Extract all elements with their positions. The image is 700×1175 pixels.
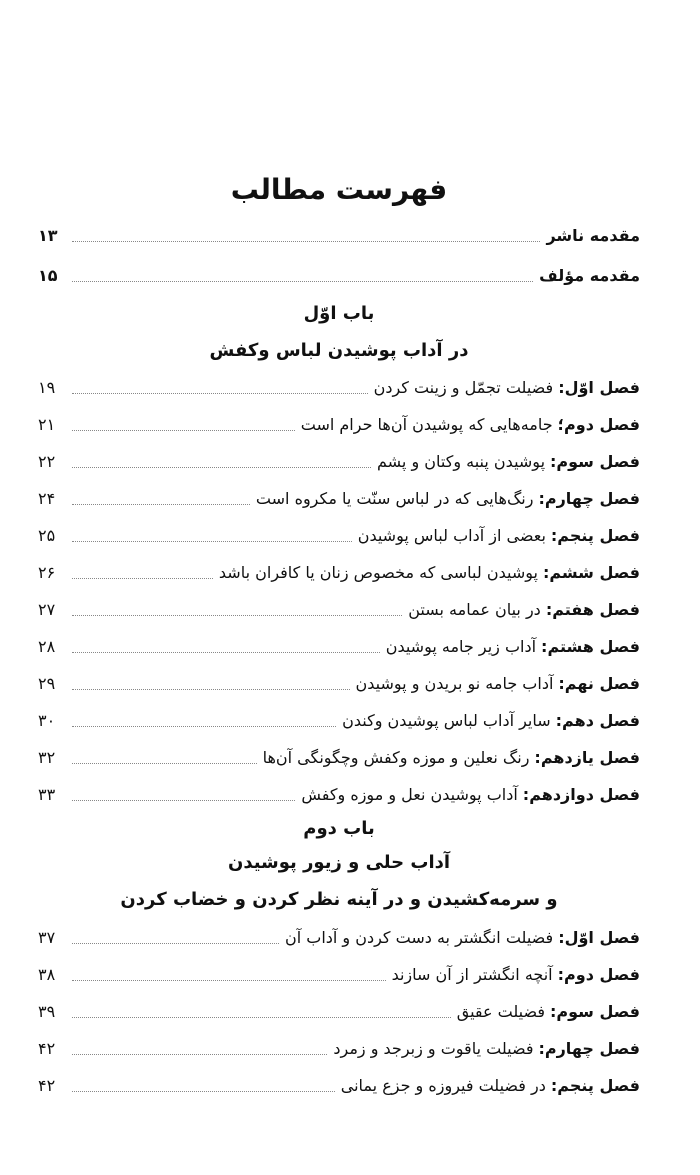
page-number: ۲۹ (38, 674, 56, 693)
chapter-label: فصل سوم: (550, 452, 640, 471)
chapter-title: در بیان عمامه بستن (408, 600, 541, 619)
chapter-label: فصل دهم: (555, 711, 640, 730)
page-number: ۲۱ (38, 415, 56, 434)
dot-leader (72, 430, 295, 431)
toc-entry[interactable] (38, 1067, 640, 1104)
chapter-title: رنگ نعلین و موزه وکفش وچگونگی آن‌ها (262, 748, 530, 767)
entry-title: مقدمه ناشر (546, 225, 640, 245)
chapter-label: فصل اوّل: (558, 378, 640, 397)
toc-entry[interactable] (38, 665, 640, 702)
chapter-label: فصل یازدهم: (534, 748, 640, 767)
page-number: ۲۵ (38, 526, 56, 545)
chapter-label: فصل ششم: (542, 563, 640, 582)
chapter-title: فضیلت عقیق (456, 1002, 546, 1021)
chapter-label: فصل پنجم: (550, 1076, 640, 1095)
chapter-title: بعضی از آداب لباس پوشیدن (357, 526, 546, 545)
part-subheading: و سرمه‌کشیدن و در آینه نظر کردن و خضاب کردن (120, 889, 558, 910)
toc-entry[interactable] (38, 591, 640, 628)
chapter-title: در فضیلت فیروزه و جزع یمانی (340, 1076, 546, 1095)
toc-entry[interactable] (38, 369, 640, 406)
toc-entry[interactable] (38, 255, 640, 295)
entry-title: مقدمه مؤلف (539, 265, 640, 285)
dot-leader (72, 241, 540, 242)
dot-leader (72, 578, 213, 579)
dot-leader (72, 281, 533, 282)
toc-entry[interactable] (38, 628, 640, 665)
chapter-title: فضیلت انگشتر به دست کردن و آداب آن (284, 928, 554, 947)
dot-leader (72, 763, 257, 764)
dot-leader (72, 652, 380, 653)
page-title: فهرست مطالب (230, 173, 448, 206)
chapter-label: فصل نهم: (558, 674, 640, 693)
chapter-title: پوشیدن لباسی که مخصوص زنان یا کافران باشد (218, 563, 538, 582)
chapter-title: آنچه انگشتر از آن سازند (391, 965, 553, 984)
dot-leader (72, 467, 371, 468)
page-number: ۲۶ (38, 563, 56, 582)
part-heading: باب اوّل (303, 303, 375, 324)
toc-entry[interactable] (38, 554, 640, 591)
dot-leader (72, 504, 250, 505)
toc-entry[interactable] (38, 702, 640, 739)
toc-entry[interactable] (38, 1030, 640, 1067)
toc-entry[interactable] (38, 517, 640, 554)
chapter-title: سایر آداب لباس پوشیدن وکندن (342, 711, 551, 730)
chapter-label: فصل هشتم: (541, 637, 640, 656)
chapter-title: پوشیدن پنبه وکتان و پشم (376, 452, 546, 471)
chapter-title: رنگ‌هایی که در لباس سنّت یا مکروه است (255, 489, 534, 508)
dot-leader (72, 1054, 327, 1055)
chapter-title: فضیلت یاقوت و زبرجد و زمرد (333, 1039, 534, 1058)
chapter-label: فصل پنجم: (550, 526, 640, 545)
toc-entry[interactable] (38, 215, 640, 255)
page-number: ۲۲ (38, 452, 56, 471)
chapter-label: فصل چهارم: (538, 1039, 640, 1058)
chapter-label: فصل اوّل: (558, 928, 640, 947)
chapter-label: فصل دوازدهم: (522, 785, 640, 804)
chapter-title: آداب جامه نو بریدن و پوشیدن (355, 674, 554, 693)
dot-leader (72, 726, 336, 727)
dot-leader (72, 1091, 335, 1092)
toc-entry[interactable] (38, 956, 640, 993)
part-heading: باب دوم (303, 818, 375, 839)
dot-leader (72, 800, 295, 801)
page-number: ۳۷ (38, 928, 56, 947)
chapter-label: فصل سوم: (550, 1002, 640, 1021)
dot-leader (72, 393, 368, 394)
toc-entry[interactable] (38, 776, 640, 813)
chapter-title: آداب زیر جامه پوشیدن (385, 637, 537, 656)
chapter-label: فصل چهارم: (538, 489, 640, 508)
page-number: ۳۸ (38, 965, 56, 984)
chapter-title: فضیلت تجمّل و زینت کردن (373, 378, 554, 397)
page-number: ۲۷ (38, 600, 56, 619)
toc-entry[interactable] (38, 480, 640, 517)
dot-leader (72, 980, 386, 981)
table-of-contents (38, 165, 640, 1104)
part-subheading: در آداب پوشیدن لباس وکفش (209, 340, 469, 361)
chapter-title: جامه‌هایی که پوشیدن آن‌ها حرام است (300, 415, 553, 434)
toc-entry[interactable] (38, 739, 640, 776)
toc-entry[interactable] (38, 406, 640, 443)
page-number: ۳۹ (38, 1002, 56, 1021)
dot-leader (72, 689, 350, 690)
dot-leader (72, 541, 352, 542)
page-number: ۱۳ (38, 225, 58, 245)
page-number: ۴۲ (38, 1039, 56, 1058)
page-number: ۴۲ (38, 1076, 56, 1095)
toc-entry[interactable] (38, 443, 640, 480)
toc-entry[interactable] (38, 993, 640, 1030)
chapter-title: آداب پوشیدن نعل و موزه وکفش (301, 785, 518, 804)
page-number: ۲۴ (38, 489, 56, 508)
chapter-label: فصل دوم: (557, 965, 640, 984)
toc-entry[interactable] (38, 919, 640, 956)
page-number: ۳۲ (38, 748, 56, 767)
chapter-label: فصل دوم؛ (557, 415, 640, 434)
page-number: ۳۳ (38, 785, 56, 804)
page-number: ۱۵ (38, 265, 58, 285)
part-subheading: آداب حلی و زیور پوشیدن (227, 852, 451, 873)
page-number: ۱۹ (38, 378, 56, 397)
dot-leader (72, 943, 279, 944)
page-number: ۳۰ (38, 711, 56, 730)
chapter-label: فصل هفتم: (545, 600, 640, 619)
page-number: ۲۸ (38, 637, 56, 656)
dot-leader (72, 615, 402, 616)
dot-leader (72, 1017, 451, 1018)
